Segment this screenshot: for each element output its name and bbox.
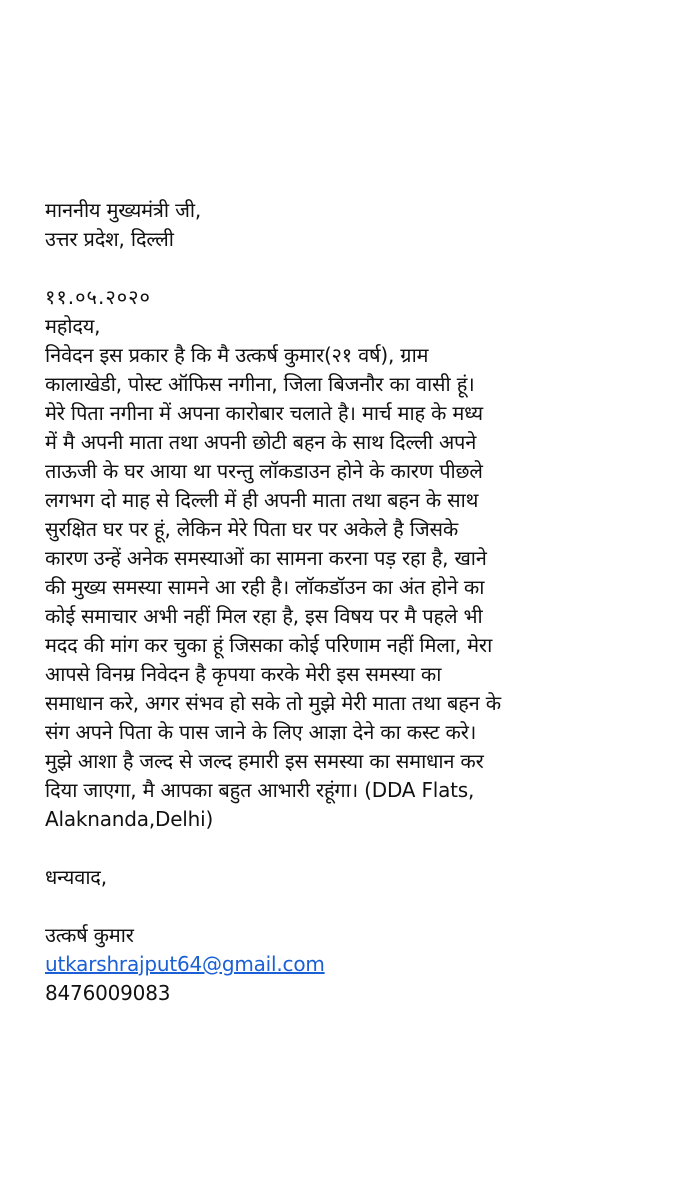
body-line: मुझे आशा है जल्द से जल्द हमारी इस समस्या का समाधान कर [45,749,484,773]
email-link[interactable]: utkarshrajput64@gmail.com [45,952,325,976]
body-line: मेरे पिता नगीना में अपना कारोबार चलाते है। मार्च माह के मध्य [45,401,483,425]
body-line: आपसे विनम्र निवेदन है कृपया करके मेरी इस समस्या का [45,662,442,686]
body-line: की मुख्य समस्या सामने आ रही है। लॉकडॉउन का अंत होने का [45,575,485,599]
body-line: दिया जाएगा, मै आपका बहुत आभारी रहूंगा। (DDA Flats, [45,778,475,802]
body-line: सुरक्षित घर पर हूं, लेकिन मेरे पिता घर पर अकेले है जिसके [45,517,458,541]
body-line: कारण उन्हें अनेक समस्याओं का सामना करना पड़ रहा है, खाने [45,546,487,570]
body-line: Alaknanda,Delhi) [45,807,214,831]
letter [45,196,657,1008]
phone-number: 8476009083 [45,981,171,1005]
body-line: लगभग दो माह से दिल्ली में ही अपनी माता तथा बहन के साथ [45,488,479,512]
body-line: में मै अपनी माता तथा अपनी छोटी बहन के साथ दिल्ली अपने [45,430,477,454]
letter-date: ११.०५.२०२० [45,285,151,309]
recipient-line-2: उत्तर प्रदेश, दिल्ली [45,227,174,251]
body-line: मदद की मांग कर चुका हूं जिसका कोई परिणाम नहीं मिला, मेरा [45,633,493,657]
body-line: समाधान करे, अगर संभव हो सके तो मुझे मेरी माता तथा बहन के [45,691,501,715]
sender-name: उत्कर्ष कुमार [45,923,134,947]
letter-body [45,341,657,834]
body-line: निवेदन इस प्रकार है कि मै उत्कर्ष कुमार(२१ वर्ष), ग्राम [45,343,429,367]
recipient-line-1: माननीय मुख्यमंत्री जी, [45,198,202,222]
body-line: ताऊजी के घर आया था परन्तु लॉकडाउन होने के कारण पीछले [45,459,483,483]
closing: धन्यवाद, [45,865,107,889]
salutation: महोदय, [45,314,101,338]
body-line: संग अपने पिता के पास जाने के लिए आज्ञा देने का कस्ट करे। [45,720,477,744]
body-line: कोई समाचार अभी नहीं मिल रहा है, इस विषय पर मै पहले भी [45,604,483,628]
body-line: कालाखेडी, पोस्ट ऑफिस नगीना, जिला बिजनौर का वासी हूं। [45,372,475,396]
